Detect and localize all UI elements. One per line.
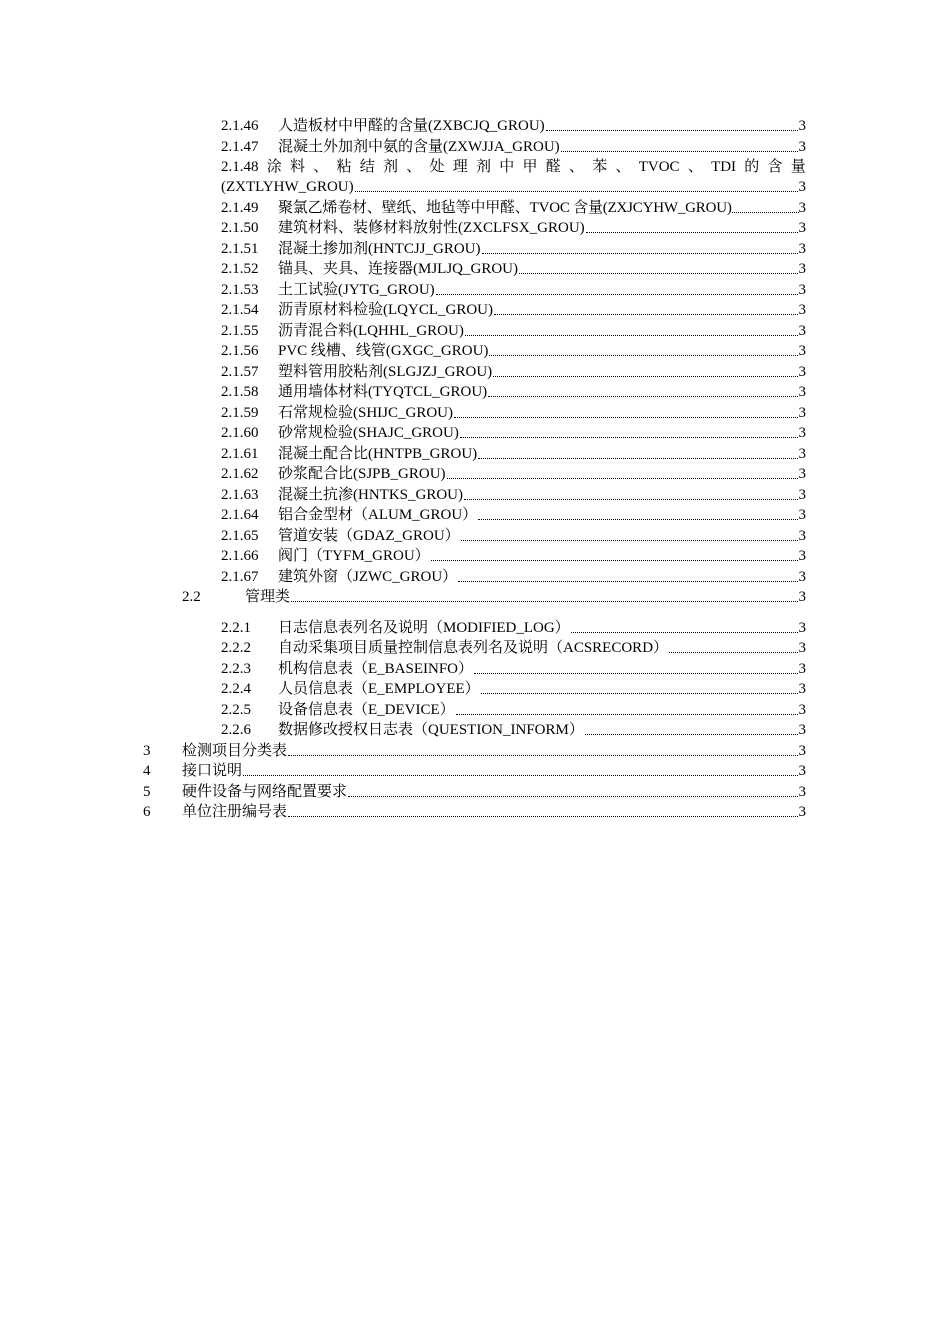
dot-leader bbox=[478, 458, 797, 459]
toc-entry-number: 2.1.52 bbox=[221, 261, 259, 277]
toc-entry-page: 3 bbox=[798, 364, 806, 380]
toc-entry-number: 2.1.62 bbox=[221, 466, 259, 482]
toc-entry-number: 2.1.58 bbox=[221, 384, 259, 400]
toc-entry-2-2-1[interactable] bbox=[221, 618, 806, 638]
toc-entry-title: 沥青原材料检验(LQYCL_GROU) bbox=[278, 302, 493, 318]
toc-entry-title: 人造板材中甲醛的含量(ZXBCJQ_GROU) bbox=[278, 118, 545, 134]
toc-entry-page: 3 bbox=[798, 241, 806, 257]
toc-entry-2-2-5[interactable] bbox=[221, 700, 806, 720]
toc-entry-page: 3 bbox=[798, 722, 806, 738]
toc-entry-title: 硬件设备与网络配置要求 bbox=[182, 784, 348, 800]
dot-leader bbox=[465, 335, 798, 336]
toc-entry-title: 混凝土外加剂中氨的含量(ZXWJJA_GROU) bbox=[278, 139, 560, 155]
dot-leader bbox=[348, 796, 797, 797]
toc-entry-title-part: 醛 bbox=[545, 159, 561, 175]
toc-entry-6[interactable] bbox=[143, 802, 806, 822]
toc-entry-2-1-60[interactable] bbox=[221, 423, 806, 443]
toc-entry-title: 通用墙体材料(TYQTCL_GROU) bbox=[278, 384, 488, 400]
toc-entry-title: 管理类 bbox=[245, 589, 291, 605]
toc-entry-title: 砂浆配合比(SJPB_GROU) bbox=[278, 466, 446, 482]
toc-entry-title: 检测项目分类表 bbox=[182, 743, 288, 759]
toc-entry-4[interactable] bbox=[143, 761, 806, 781]
dot-leader bbox=[243, 775, 797, 776]
toc-entry-2-1-55[interactable] bbox=[221, 321, 806, 341]
toc-entry-2-1-64[interactable] bbox=[221, 505, 806, 525]
dot-leader bbox=[460, 437, 798, 438]
toc-entry-title-part: 、 bbox=[615, 159, 631, 175]
toc-entry-title-part: 理 bbox=[452, 159, 468, 175]
dot-leader bbox=[494, 314, 798, 315]
toc-entry-title-part: 涂 bbox=[266, 159, 282, 175]
toc-entry-title-part: 处 bbox=[429, 159, 445, 175]
toc-entry-2-1-65[interactable] bbox=[221, 526, 806, 546]
dot-leader bbox=[291, 601, 797, 602]
dot-leader bbox=[461, 540, 798, 541]
toc-entry-number: 2.2.3 bbox=[221, 661, 251, 677]
toc-entry-2-1-51[interactable] bbox=[221, 239, 806, 259]
toc-entry-page: 3 bbox=[798, 569, 806, 585]
toc-entry-page: 3 bbox=[798, 784, 806, 800]
toc-entry-page: 3 bbox=[798, 804, 806, 820]
dot-leader bbox=[519, 273, 797, 274]
toc-entry-title: 管道安装（GDAZ_GROU） bbox=[278, 528, 460, 544]
toc-entry-number: 2.1.64 bbox=[221, 507, 259, 523]
toc-entry-title-part: 、 bbox=[406, 159, 422, 175]
toc-entry-page: 3 bbox=[798, 589, 806, 605]
toc-entry-number: 2.1.53 bbox=[221, 282, 259, 298]
toc-entry-title: 单位注册编号表 bbox=[182, 804, 288, 820]
toc-entry-title-part: TDI bbox=[711, 159, 737, 175]
toc-entry-page: 3 bbox=[798, 528, 806, 544]
toc-entry-title-part: 粘 bbox=[336, 159, 352, 175]
toc-entry-title: 土工试验(JYTG_GROU) bbox=[278, 282, 435, 298]
toc-entry-number: 5 bbox=[143, 784, 151, 800]
toc-entry-2-2-6[interactable] bbox=[221, 720, 806, 740]
toc-entry-number: 2.1.55 bbox=[221, 323, 259, 339]
toc-entry-title: 塑料管用胶粘剂(SLGJZJ_GROU) bbox=[278, 364, 493, 380]
toc-entry-2-1-62[interactable] bbox=[221, 464, 806, 484]
dot-leader bbox=[288, 816, 797, 817]
toc-entry-page: 3 bbox=[798, 384, 806, 400]
toc-entry-number: 6 bbox=[143, 804, 151, 820]
toc-entry-title: 沥青混合料(LQHHL_GROU) bbox=[278, 323, 464, 339]
toc-entry-2-1-48[interactable] bbox=[221, 157, 806, 177]
toc-entry-page: 3 bbox=[798, 261, 806, 277]
toc-entry-title-part: 苯 bbox=[592, 159, 608, 175]
dot-leader bbox=[586, 232, 798, 233]
toc-entry-title-part: 、 bbox=[568, 159, 584, 175]
dot-leader bbox=[481, 693, 798, 694]
toc-entry-number: 2.1.54 bbox=[221, 302, 259, 318]
toc-entry-page: 3 bbox=[798, 681, 806, 697]
toc-entry-2-2[interactable] bbox=[182, 587, 806, 607]
dot-leader bbox=[474, 673, 797, 674]
toc-entry-page: 3 bbox=[798, 302, 806, 318]
toc-entry-title-part: TVOC bbox=[638, 159, 680, 175]
toc-entry-page: 3 bbox=[798, 466, 806, 482]
toc-entry-number: 2.1.67 bbox=[221, 569, 259, 585]
toc-entry-title: 砂常规检验(SHAJC_GROU) bbox=[278, 425, 459, 441]
toc-entry-number: 2.1.59 bbox=[221, 405, 259, 421]
toc-entry-page: 3 bbox=[798, 548, 806, 564]
toc-entry-2-1-61[interactable] bbox=[221, 444, 806, 464]
toc-entry-title: 铝合金型材（ALUM_GROU） bbox=[278, 507, 478, 523]
toc-entry-title: 聚氯乙烯卷材、壁纸、地毡等中甲醛、TVOC 含量(ZXJCYHW_GROU) bbox=[278, 200, 732, 216]
toc-entry-page: 3 bbox=[798, 425, 806, 441]
toc-entry-number: 2.1.61 bbox=[221, 446, 259, 462]
toc-entry-title: 人员信息表（E_EMPLOYEE） bbox=[278, 681, 480, 697]
toc-entry-5[interactable] bbox=[143, 782, 806, 802]
toc-entry-title-part: 甲 bbox=[522, 159, 538, 175]
toc-entry-title: 石常规检验(SHIJC_GROU) bbox=[278, 405, 454, 421]
toc-entry-number: 2.1.49 bbox=[221, 200, 259, 216]
toc-entry-title-part: 剂 bbox=[382, 159, 398, 175]
toc-entry-page: 3 bbox=[798, 507, 806, 523]
toc-entry-2-1-59[interactable] bbox=[221, 403, 806, 423]
dot-leader bbox=[585, 734, 798, 735]
dot-leader bbox=[571, 632, 798, 633]
toc-entry-2-1-50[interactable] bbox=[221, 218, 806, 238]
dot-leader bbox=[436, 294, 798, 295]
toc-entry-3[interactable] bbox=[143, 741, 806, 761]
toc-entry-number: 2.2 bbox=[182, 589, 201, 605]
toc-entry-title-part: 剂 bbox=[475, 159, 491, 175]
toc-entry-number: 2.2.1 bbox=[221, 620, 251, 636]
toc-entry-number: 2.1.47 bbox=[221, 139, 259, 155]
toc-entry-number: 2.1.57 bbox=[221, 364, 259, 380]
toc-entry-title: 设备信息表（E_DEVICE） bbox=[278, 702, 455, 718]
toc-entry-title: 日志信息表列名及说明（MODIFIED_LOG） bbox=[278, 620, 570, 636]
toc-entry-title: 建筑外窗（JZWC_GROU） bbox=[278, 569, 458, 585]
dot-leader bbox=[488, 396, 797, 397]
toc-entry-title: 建筑材料、装修材料放射性(ZXCLFSX_GROU) bbox=[278, 220, 585, 236]
toc-entry-2-1-46[interactable] bbox=[221, 116, 806, 136]
toc-entry-number: 2.2.4 bbox=[221, 681, 251, 697]
dot-leader bbox=[669, 652, 797, 653]
toc-entry-page: 3 bbox=[798, 220, 806, 236]
toc-entry-number: 2.1.56 bbox=[221, 343, 259, 359]
dot-leader bbox=[732, 212, 799, 213]
toc-entry-title-part: 、 bbox=[313, 159, 329, 175]
toc-entry-title: 数据修改授权日志表（QUESTION_INFORM） bbox=[278, 722, 584, 738]
toc-entry-page: 3 bbox=[798, 118, 806, 134]
toc-entry-page: 3 bbox=[798, 179, 806, 195]
dot-leader bbox=[464, 499, 798, 500]
toc-entry-number: 2.1.46 bbox=[221, 118, 259, 134]
toc-entry-page: 3 bbox=[798, 282, 806, 298]
toc-entry-number: 2.1.65 bbox=[221, 528, 259, 544]
toc-entry-page: 3 bbox=[798, 487, 806, 503]
dot-leader bbox=[456, 714, 798, 715]
dot-leader bbox=[431, 560, 798, 561]
toc-entry-2-2-2[interactable] bbox=[221, 638, 806, 658]
toc-entry-number: 3 bbox=[143, 743, 151, 759]
toc-entry-page: 3 bbox=[798, 446, 806, 462]
toc-entry-number: 2.1.50 bbox=[221, 220, 259, 236]
dot-leader bbox=[447, 478, 798, 479]
toc-entry-title: PVC 线槽、线管(GXGC_GROU) bbox=[278, 343, 489, 359]
toc-entry-2-1-56[interactable] bbox=[221, 341, 806, 361]
toc-entry-title: 机构信息表（E_BASEINFO） bbox=[278, 661, 474, 677]
toc-entry-page: 3 bbox=[798, 702, 806, 718]
toc-entry-title: 接口说明 bbox=[182, 763, 243, 779]
toc-entry-number: 4 bbox=[143, 763, 151, 779]
toc-entry-title: 混凝土抗渗(HNTKS_GROU) bbox=[278, 487, 463, 503]
dot-leader bbox=[355, 191, 798, 192]
toc-entry-number: 2.2.5 bbox=[221, 702, 251, 718]
toc-entry-title-part: 中 bbox=[499, 159, 515, 175]
toc-entry-number: 2.1.63 bbox=[221, 487, 259, 503]
toc-entry-page: 3 bbox=[798, 763, 806, 779]
toc-entry-2-1-66[interactable] bbox=[221, 546, 806, 566]
toc-entry-page: 3 bbox=[798, 323, 806, 339]
dot-leader bbox=[458, 581, 797, 582]
toc-entry-title: 自动采集项目质量控制信息表列名及说明（ACSRECORD） bbox=[278, 640, 669, 656]
toc-entry-2-1-58[interactable] bbox=[221, 382, 806, 402]
toc-entry-page: 3 bbox=[798, 661, 806, 677]
toc-entry-title: 混凝土配合比(HNTPB_GROU) bbox=[278, 446, 478, 462]
toc-entry-title-part: 量 bbox=[790, 159, 806, 175]
dot-leader bbox=[493, 376, 797, 377]
dot-leader bbox=[478, 519, 797, 520]
toc-entry-page: 3 bbox=[798, 139, 806, 155]
toc-entry-page: 3 bbox=[798, 743, 806, 759]
toc-entry-2-1-57[interactable] bbox=[221, 362, 806, 382]
toc-entry-2-1-52[interactable] bbox=[221, 259, 806, 279]
toc-entry-title-part: 的 bbox=[744, 159, 760, 175]
dot-leader bbox=[288, 755, 797, 756]
dot-leader bbox=[454, 417, 797, 418]
toc-entry-page: 3 bbox=[798, 405, 806, 421]
toc-entry-page: 3 bbox=[798, 200, 806, 216]
toc-entry-2-2-4[interactable] bbox=[221, 679, 806, 699]
toc-entry-number: 2.1.60 bbox=[221, 425, 259, 441]
toc-entry-page: 3 bbox=[798, 640, 806, 656]
toc-entry-title: 锚具、夹具、连接器(MJLJQ_GROU) bbox=[278, 261, 519, 277]
toc-entry-number: 2.2.2 bbox=[221, 640, 251, 656]
toc-entry-2-1-63[interactable] bbox=[221, 485, 806, 505]
toc-entry-title-part: 料 bbox=[289, 159, 305, 175]
toc-entry-title: 混凝土掺加剂(HNTCJJ_GROU) bbox=[278, 241, 481, 257]
toc-entry-number: 2.1.51 bbox=[221, 241, 259, 257]
toc-entry-page: 3 bbox=[798, 343, 806, 359]
toc-entry-2-2-3[interactable] bbox=[221, 659, 806, 679]
toc-entry-number: 2.1.66 bbox=[221, 548, 259, 564]
toc-entry-title-part: 含 bbox=[767, 159, 783, 175]
toc-entry-page: 3 bbox=[798, 620, 806, 636]
toc-entry-title-part: 、 bbox=[687, 159, 703, 175]
toc-entry-title: 阀门（TYFM_GROU） bbox=[278, 548, 430, 564]
toc-entry-2-1-67[interactable] bbox=[221, 567, 806, 587]
toc-entry-2-1-48-continued[interactable] bbox=[221, 177, 806, 197]
toc-entry-2-1-49[interactable] bbox=[221, 198, 806, 218]
dot-leader bbox=[482, 253, 798, 254]
dot-leader bbox=[561, 151, 798, 152]
toc-entry-title: (ZXTLYHW_GROU) bbox=[221, 179, 354, 195]
toc-entry-2-1-53[interactable] bbox=[221, 280, 806, 300]
toc-entry-number: 2.2.6 bbox=[221, 722, 251, 738]
toc-entry-number: 2.1.48 bbox=[221, 159, 259, 175]
toc-entry-2-1-47[interactable] bbox=[221, 137, 806, 157]
dot-leader bbox=[489, 355, 797, 356]
toc-entry-2-1-54[interactable] bbox=[221, 300, 806, 320]
toc-entry-title-part: 结 bbox=[359, 159, 375, 175]
dot-leader bbox=[546, 130, 798, 131]
